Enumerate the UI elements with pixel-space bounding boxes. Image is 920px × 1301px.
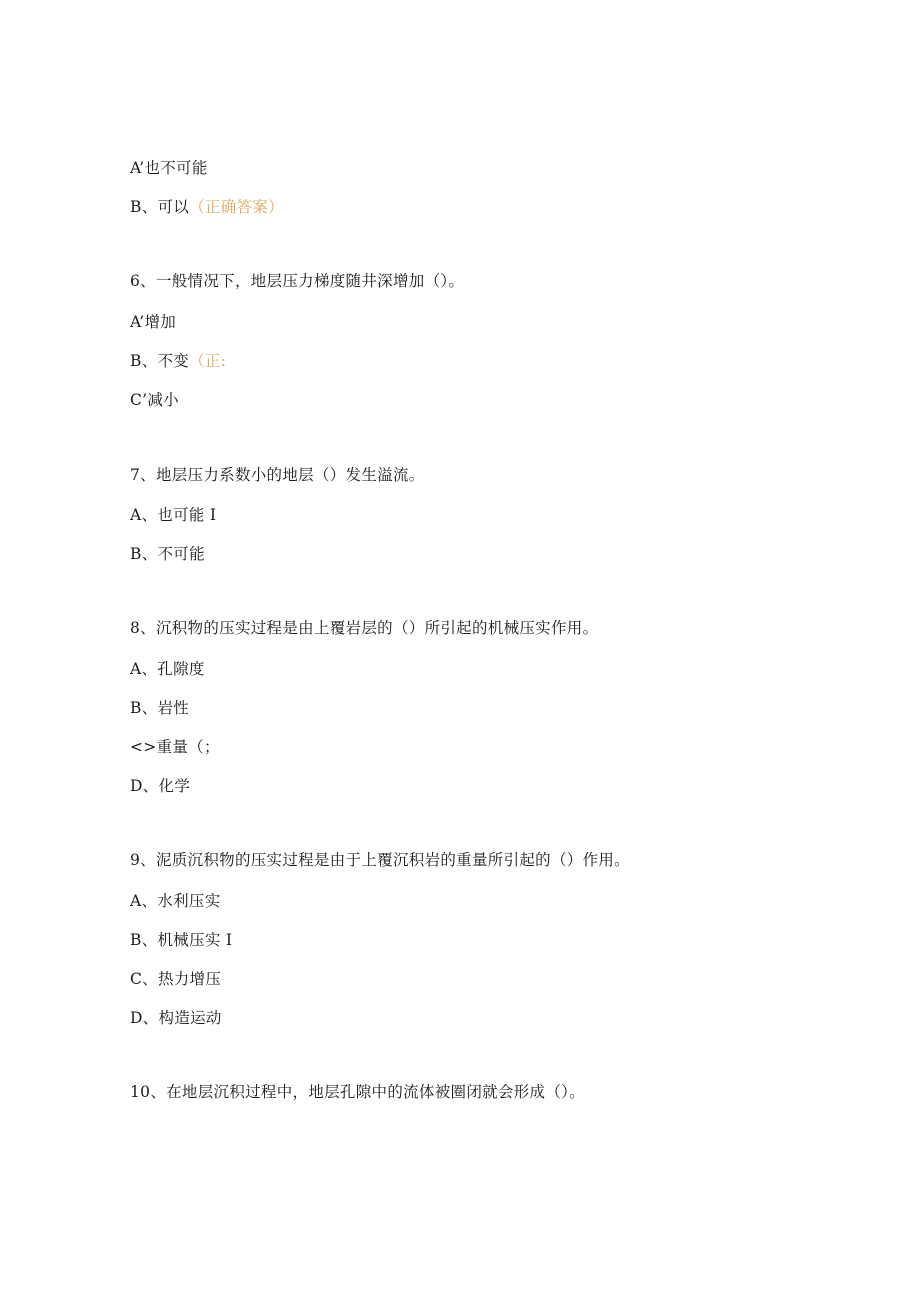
option-c-q9 [130,969,221,989]
option-text: A’也不可能 [130,159,208,177]
option-c-q8 [130,737,220,757]
option-a-q7 [130,505,216,525]
question-8 [130,618,598,638]
question-text: 9、泥质沉积物的压实过程是由于上覆沉积岩的重量所引起的（）作用。 [130,851,630,869]
option-text: A、孔隙度 [130,660,205,678]
question-7 [130,465,425,485]
option-b-q5 [130,197,284,217]
option-b-q8 [130,698,189,718]
option-text: <>重量（； [130,738,220,756]
option-b-q7 [130,544,205,564]
option-c-q6 [130,390,179,410]
option-a-q8 [130,659,205,679]
option-d-q8 [130,776,190,796]
option-text: B、岩性 [130,699,190,717]
option-text: D、化学 [130,777,191,795]
question-9 [130,850,630,870]
question-6 [130,271,464,291]
option-b-q9 [130,930,232,950]
option-text: B、不可能 [130,545,205,563]
correct-answer-marker: （正: [189,352,227,370]
option-text: B、可以 [130,198,190,216]
option-text: C’减小 [130,391,179,409]
option-b-q6 [130,351,226,371]
option-text: B、不变 [130,352,190,370]
option-text: B、机械压实 I [130,931,233,949]
option-a-q9 [130,891,221,911]
question-text: 10、在地层沉积过程中，地层孔隙中的流体被圈闭就会形成（）。 [130,1083,585,1101]
option-text: A、水利压实 [130,892,221,910]
question-text: 7、地层压力系数小的地层（）发生溢流。 [130,466,425,484]
option-text: A’增加 [130,313,177,331]
option-d-q9 [130,1008,222,1028]
option-text: C、热力增压 [130,970,222,988]
question-10 [130,1082,585,1102]
correct-answer-marker: （正确答案） [189,198,284,216]
option-text: A、也可能 I [130,506,217,524]
option-a-q6 [130,312,176,332]
question-text: 8、沉积物的压实过程是由上覆岩层的（）所引起的机械压实作用。 [130,619,599,637]
question-text: 6、一般情况下，地层压力梯度随井深增加（）。 [130,272,465,290]
option-a-q5 [130,158,208,178]
option-text: D、构造运动 [130,1009,222,1027]
